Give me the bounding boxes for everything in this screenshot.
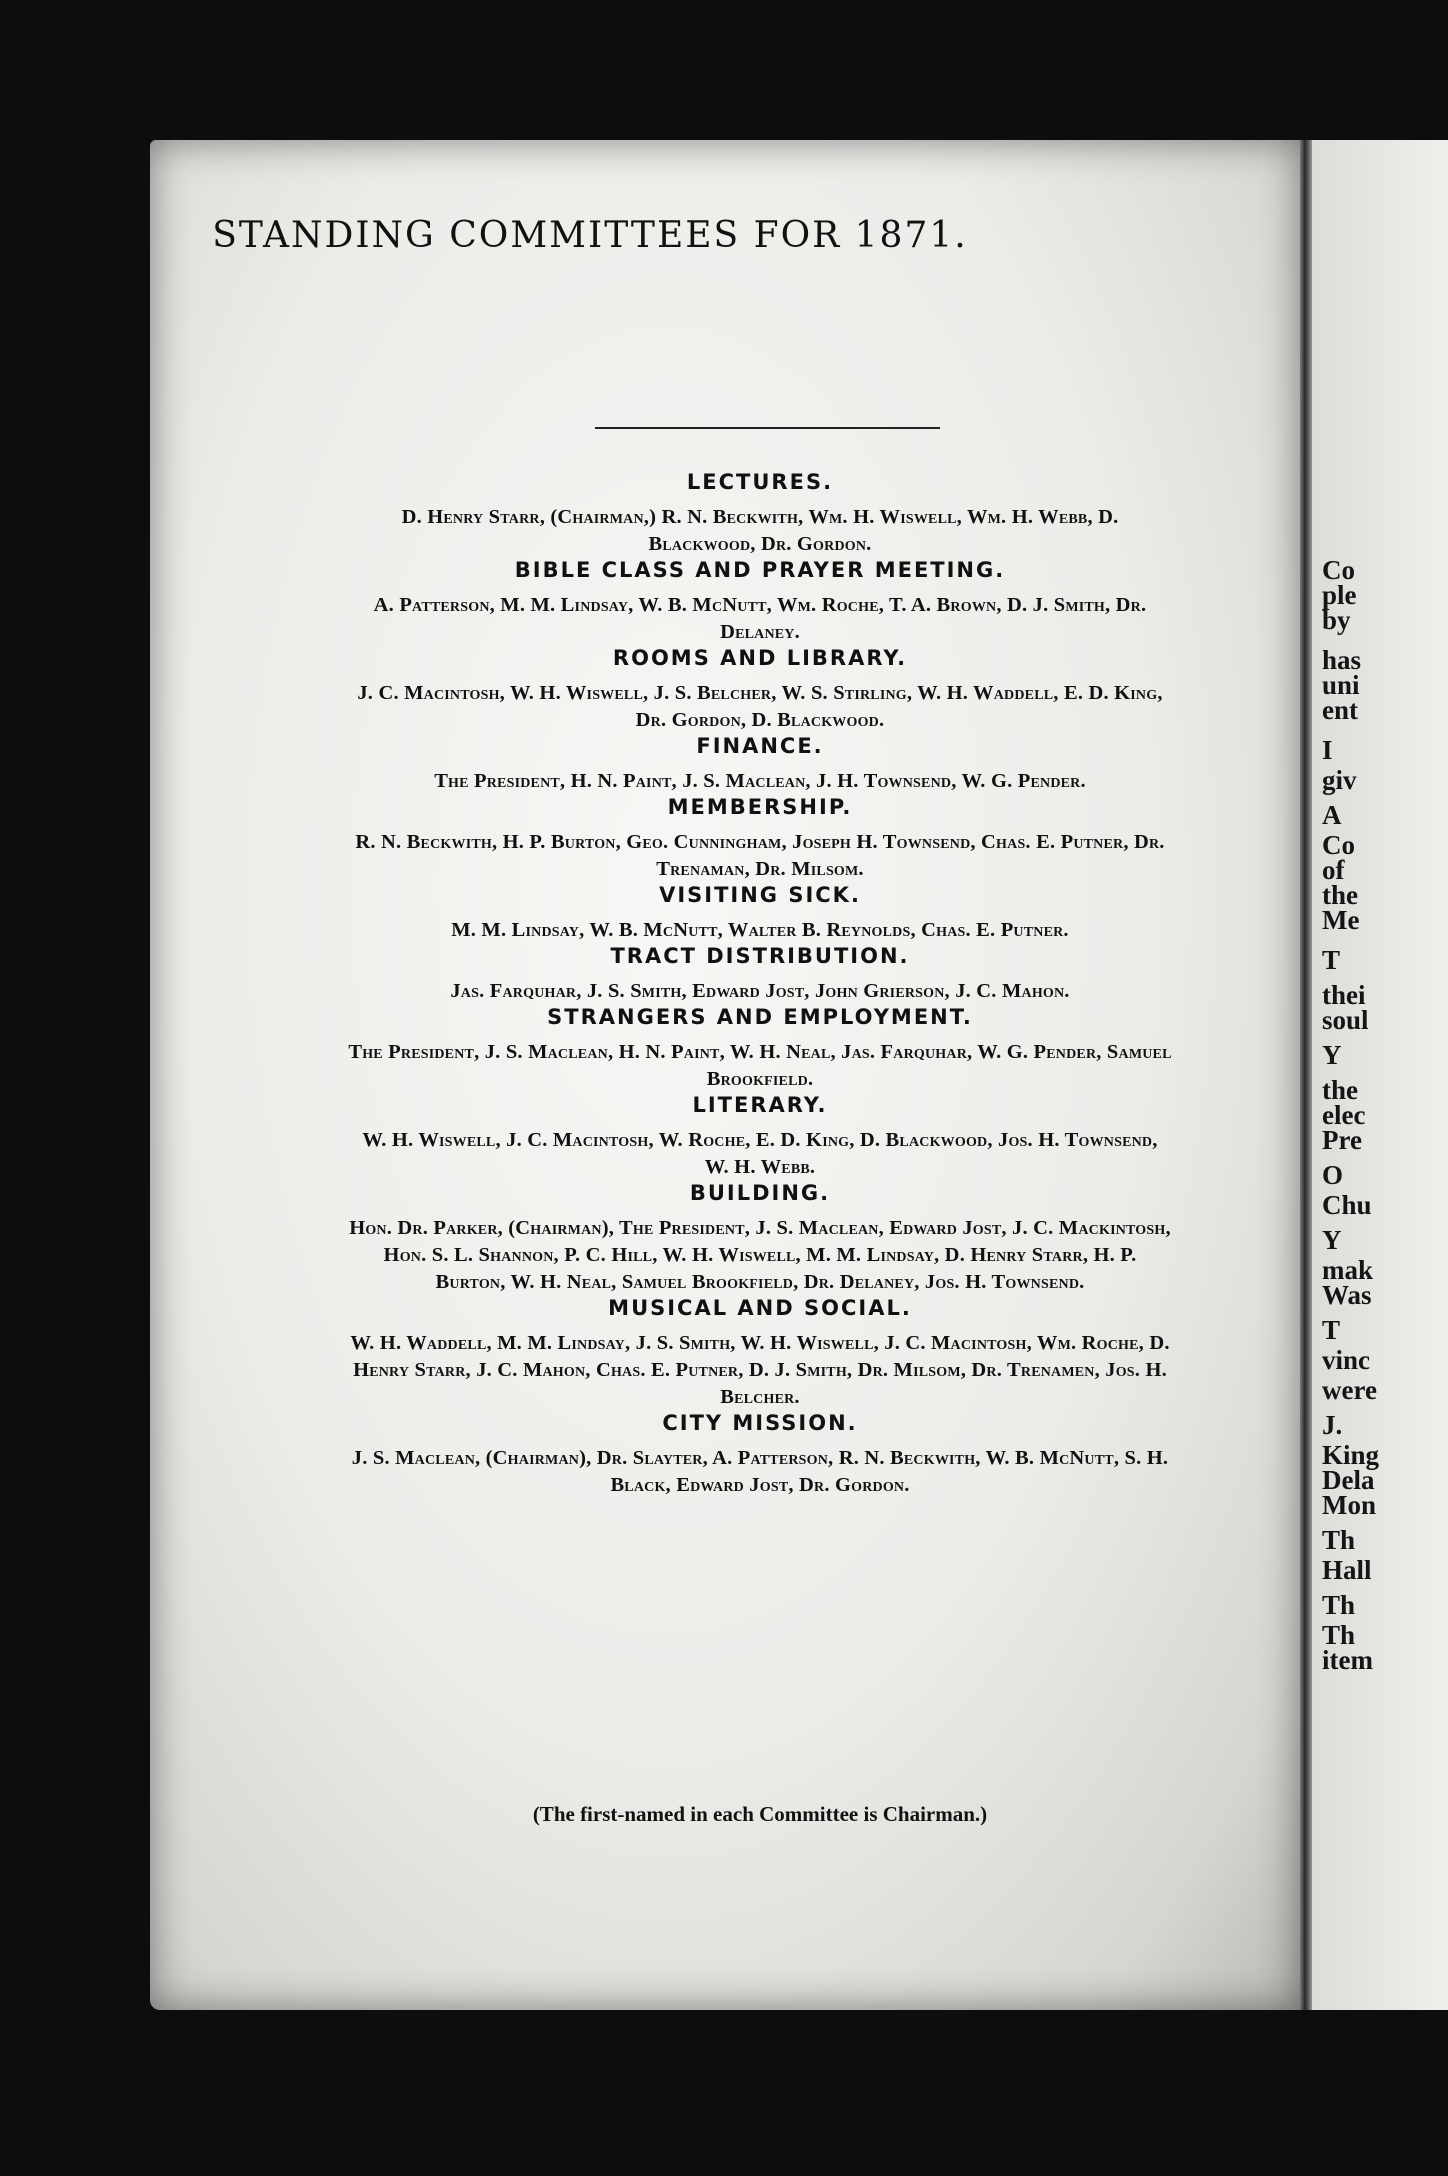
committee-heading: MEMBERSHIP. — [667, 795, 853, 819]
committee-section — [340, 1411, 1180, 1499]
adjacent-page-text: Me — [1322, 905, 1360, 935]
committee-members: The President, J. S. Maclean, H. N. Paint, W. H. Neal, Jas. Farquhar, W. G. Pender, Samuel Brookfield. — [348, 1041, 1172, 1090]
adjacent-page-text: has — [1322, 645, 1362, 675]
committee-members: J. S. Maclean, (Chairman), Dr. Slayter, A. Patterson, R. N. Beckwith, W. B. McNutt, S. H. Black, Edward Jost, Dr. Gordon. — [351, 1447, 1169, 1496]
adjacent-page-text: T — [1322, 945, 1341, 975]
adjacent-page-text: of — [1322, 855, 1345, 885]
title-divider — [595, 427, 940, 429]
committee-section — [340, 1296, 1180, 1411]
adjacent-page-text: vinc — [1322, 1345, 1371, 1375]
committee-section — [340, 944, 1180, 1005]
adjacent-page-text: elec — [1322, 1100, 1366, 1130]
adjacent-page-text: item — [1322, 1645, 1373, 1675]
committee-section — [340, 734, 1180, 795]
adjacent-page-text: Th — [1322, 1590, 1356, 1620]
adjacent-page-text: A — [1322, 800, 1342, 830]
committee-section — [340, 1005, 1180, 1093]
committee-section — [340, 1093, 1180, 1181]
adjacent-page-text: ple — [1322, 580, 1357, 610]
committee-heading: CITY MISSION. — [662, 1411, 858, 1435]
committee-heading: ROOMS AND LIBRARY. — [612, 646, 908, 670]
adjacent-page-text: mak — [1322, 1255, 1374, 1285]
adjacent-page-text: ent — [1322, 695, 1358, 725]
committee-heading: VISITING SICK. — [659, 883, 861, 907]
committee-members: R. N. Beckwith, H. P. Burton, Geo. Cunningham, Joseph H. Townsend, Chas. E. Putner, Dr. Trenaman, Dr. Milsom. — [355, 831, 1165, 880]
adjacent-page-text: Dela — [1322, 1465, 1375, 1495]
adjacent-page-text: uni — [1322, 670, 1360, 700]
committee-section — [340, 883, 1180, 944]
committee-section — [340, 646, 1180, 734]
adjacent-page-text: Chu — [1322, 1190, 1372, 1220]
committee-members: D. Henry Starr, (Chairman,) R. N. Beckwith, Wm. H. Wiswell, Wm. H. Webb, D. Blackwood, Dr. Gordon. — [401, 506, 1119, 555]
committee-members: J. C. Macintosh, W. H. Wiswell, J. S. Belcher, W. S. Stirling, W. H. Waddell, E. D. King, Dr. Gordon, D. Blackwood. — [357, 682, 1163, 731]
committee-heading: LITERARY. — [692, 1093, 828, 1117]
committee-members: M. M. Lindsay, W. B. McNutt, Walter B. Reynolds, Chas. E. Putner. — [451, 919, 1069, 941]
committee-heading: LECTURES. — [686, 470, 834, 494]
adjacent-page-text: by — [1322, 605, 1351, 635]
adjacent-page-text: I — [1322, 735, 1333, 765]
adjacent-page-text: giv — [1322, 765, 1357, 795]
adjacent-page-text: thei — [1322, 980, 1366, 1010]
committee-section — [340, 470, 1180, 558]
committee-section — [340, 558, 1180, 646]
adjacent-page-text: J. — [1322, 1410, 1343, 1440]
adjacent-page-text: King — [1322, 1440, 1380, 1470]
committee-section — [340, 795, 1180, 883]
adjacent-page-text: Co — [1322, 555, 1355, 585]
adjacent-page-text: soul — [1322, 1005, 1369, 1035]
page-title: STANDING COMMITTEES FOR 1871. — [212, 215, 968, 256]
adjacent-page — [1312, 140, 1448, 2010]
adjacent-page-text: the — [1322, 1075, 1358, 1105]
chairman-footnote: (The first-named in each Committee is Chairman.) — [532, 1802, 988, 1826]
adjacent-page-text: the — [1322, 880, 1358, 910]
adjacent-page-text: T — [1322, 1315, 1341, 1345]
adjacent-page-text: Th — [1322, 1620, 1356, 1650]
adjacent-page-text: Mon — [1322, 1490, 1376, 1520]
committee-heading: FINANCE. — [696, 734, 824, 758]
adjacent-page-text: Y — [1322, 1225, 1342, 1255]
committee-heading: BUILDING. — [689, 1181, 831, 1205]
adjacent-page-text: Y — [1322, 1040, 1342, 1070]
committee-members: Jas. Farquhar, J. S. Smith, Edward Jost, John Grierson, J. C. Mahon. — [450, 980, 1070, 1002]
adjacent-page-text: Th — [1322, 1525, 1356, 1555]
committee-section — [340, 1181, 1180, 1296]
committee-members: Hon. Dr. Parker, (Chairman), The President, J. S. Maclean, Edward Jost, J. C. Mackintosh, Hon. S. L. Shannon, P. C. Hill, W. H. Wiswell, M. M. Lindsay, D. Henry Starr, H. P. Burton, W. H. Neal, Samuel Brookfield, Dr. Delaney, Jos. H. Townsend. — [349, 1217, 1171, 1293]
committee-members: W. H. Wiswell, J. C. Macintosh, W. Roche, E. D. King, D. Blackwood, Jos. H. Townsend, W. H. Webb. — [362, 1129, 1158, 1178]
adjacent-page-text: O — [1322, 1160, 1344, 1190]
binding-fold — [1300, 140, 1312, 2010]
adjacent-page-text: Pre — [1322, 1125, 1362, 1155]
committee-heading: TRACT DISTRIBUTION. — [610, 944, 910, 968]
committee-members: The President, H. N. Paint, J. S. Maclean, J. H. Townsend, W. G. Pender. — [434, 770, 1086, 792]
adjacent-page-text: Hall — [1322, 1555, 1372, 1585]
committee-heading: STRANGERS AND EMPLOYMENT. — [547, 1005, 973, 1029]
committee-heading: BIBLE CLASS AND PRAYER MEETING. — [514, 558, 1006, 582]
adjacent-page-text: Was — [1322, 1280, 1372, 1310]
adjacent-page-text: Co — [1322, 830, 1355, 860]
committee-list — [340, 470, 1180, 1499]
committee-members: W. H. Waddell, M. M. Lindsay, J. S. Smith, W. H. Wiswell, J. C. Macintosh, Wm. Roche, D. Henry Starr, J. C. Mahon, Chas. E. Putner, D. J. Smith, Dr. Milsom, Dr. Trenamen, Jos. H. Belcher. — [350, 1332, 1170, 1408]
committee-members: A. Patterson, M. M. Lindsay, W. B. McNutt, Wm. Roche, T. A. Brown, D. J. Smith, Dr. Delaney. — [373, 594, 1147, 643]
adjacent-page-text: were — [1322, 1375, 1377, 1405]
committee-heading: MUSICAL AND SOCIAL. — [608, 1296, 912, 1320]
